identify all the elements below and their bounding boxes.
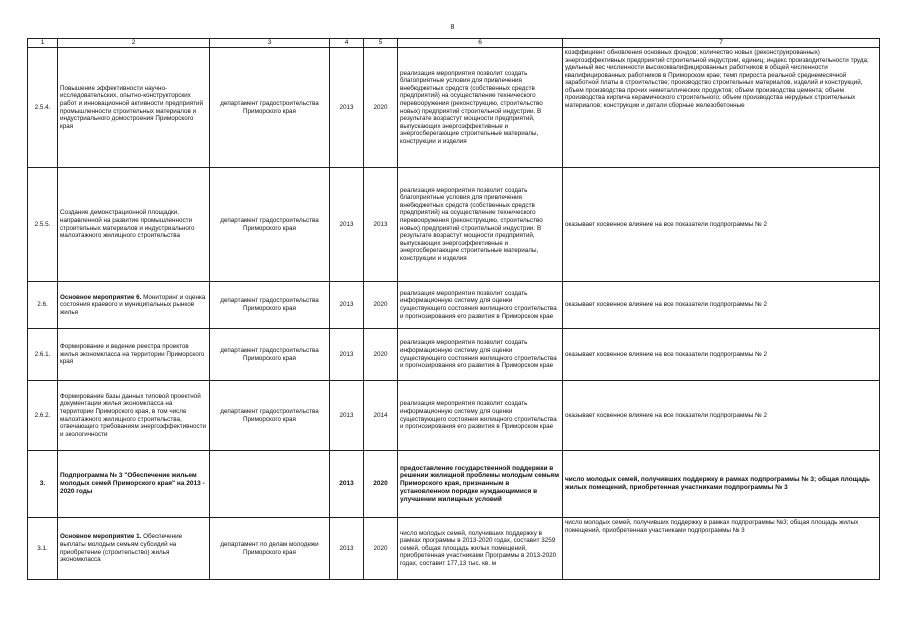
measure-name [58,168,210,282]
responsible-executor: департамент градостроительства Приморского края [210,48,330,168]
expected-result: реализация мероприятия позволит создать информационную систему для оценки существующего состояния жилищного строительства и прогнозирования его развития в Приморском крае [398,381,563,451]
responsible-executor: департамент градостроительства Приморского края [210,329,330,381]
row-number: 3. [28,451,58,518]
table-row [28,518,880,580]
measure-name [58,518,210,580]
measure-name [58,451,210,518]
end-year: 2013 [364,168,398,282]
measure-name-text: Мониторинг и оценка состояния краевого и муниципальных рынков жилья [60,293,206,316]
measure-name-text: Формирование и ведение реестра проектов жилья экономкласса на территории Приморского края [60,343,205,366]
related-indicators: оказывает косвенное влияние на все показатели подпрограммы № 2 [563,168,880,282]
measure-name-bold: Основное мероприятие 6. [60,293,142,301]
row-number: 3.1. [28,518,58,580]
table-row [28,168,880,282]
end-year: 2014 [364,381,398,451]
row-number: 2.5.5. [28,168,58,282]
table-row [28,282,880,329]
responsible-executor [210,451,330,518]
start-year: 2013 [330,518,364,580]
related-indicators: число молодых семей, получивших поддержку в рамках подпрограммы №3; общая площадь жилых помещений, приобретенная участниками подпрограммы № 3 [563,518,880,580]
related-indicators: коэффициент обновления основных фондов; количество новых (реконструированных) энергоэффективных предприятий строительной индустрии, единиц; индекс производительности труда; удельный вес численности высококвалифицированных работников в общей численности квалифицированных работников в Приморском крае; темп прироста реальной среднемесячной заработной платы в строительстве; производство строительных материалов, изделий и конструкций, объем производства прочих неметаллических продуктов; объем производства цемента; объем производства кирпича керамического строительного; объем производства нерудных строительных материалов; конструкции и детали сборные железобетонные [563,48,880,168]
related-indicators: оказывает косвенное влияние на все показатели подпрограммы № 2 [563,381,880,451]
table-row [28,48,880,168]
column-number: 7 [563,39,880,48]
measure-name-text: Повышение эффективности научно-исследовательских, опытно-конструкторских работ и инновационной активности предприятий промышленности строительных материалов и индустриального домостроения Приморского края [60,84,204,130]
related-indicators: число молодых семей, получивших поддержку в рамках подпрограммы № 3; общая площадь жилых помещений, приобретенная участниками подпрограммы № 3 [563,451,880,518]
measure-name [58,282,210,329]
row-number: 2.6.2. [28,381,58,451]
column-number: 4 [330,39,364,48]
column-number: 1 [28,39,58,48]
row-number: 2.6. [28,282,58,329]
measure-name-bold: Основное мероприятие 1. [60,533,142,541]
start-year: 2013 [330,381,364,451]
responsible-executor: департамент градостроительства Приморского края [210,381,330,451]
column-number: 3 [210,39,330,48]
expected-result: предоставление государственной поддержки в решении жилищной проблемы молодым семьям Приморского края, признанным в установленном порядке нуждающимися в улучшении жилищных условий [398,451,563,518]
end-year: 2020 [364,329,398,381]
expected-result: реализация мероприятия позволит создать информационную систему для оценки существующего состояния жилищного строительства и прогнозирования его развития в Приморском крае [398,282,563,329]
expected-result: число молодых семей, получивших поддержку в рамках программы в 2013-2020 годах, составит 3259 семей, общая площадь жилых помещений, приобретенная участниками Программы в 2013-2020 годах, составит 177,13 тыс. кв. м [398,518,563,580]
start-year: 2013 [330,282,364,329]
expected-result: реализация мероприятия позволит создать благоприятные условия для привлечения внебюджетных средств (собственных средств предприятий) на осуществление технического перевооружения (реконструкцию, строительство новых) предприятий строительной индустрии. В результате возрастут мощности предприятий, выпускающих энергоэффективные и энергосберегающие строительные материалы, конструкции и изделия [398,168,563,282]
end-year: 2020 [364,48,398,168]
column-number-row [28,39,880,48]
page-number: 8 [450,24,455,31]
responsible-executor: департамент градостроительства Приморского края [210,282,330,329]
start-year: 2013 [330,48,364,168]
end-year: 2020 [364,451,398,518]
start-year: 2013 [330,168,364,282]
measure-name-text: Формирование базы данных типовой проектной документации жилья экономкласса на территории Приморского края, в том числе малоэтажного жилищного строительства, отвечающего требованиям энергоэффективности и экологичности [60,392,207,438]
measure-name-text: Создание демонстрационной площадки, направленной на развитие промышленности строительных материалов и индустриального малоэтажного жилищного строительства [60,209,195,240]
table-row [28,329,880,381]
start-year: 2013 [330,329,364,381]
start-year: 2013 [330,451,364,518]
measure-name [58,381,210,451]
column-number: 5 [364,39,398,48]
expected-result: реализация мероприятия позволит создать благоприятные условия для привлечения внебюджетных средств (собственных средств предприятий) на осуществление технического перевооружения (реконструкцию, строительство новых) предприятий строительной индустрии. В результате возрастут мощности предприятий, выпускающих энергоэффективные и энергосберегающие строительные материалы, конструкции и изделия [398,48,563,168]
table-row [28,451,880,518]
measure-name-text: Обеспечение выплаты молодым семьям субсидий на приобретение (строительство) жилья экономкласса [60,533,183,564]
table-row [28,381,880,451]
responsible-executor: департамент градостроительства Приморского края [210,168,330,282]
measures-table [27,38,880,580]
measure-name-bold: Подпрограмма № 3 "Обеспечение жильем молодых семей Приморского края" на 2013 - 2020 годы [60,472,205,495]
measure-name [58,48,210,168]
row-number: 2.6.1. [28,329,58,381]
measure-name [58,329,210,381]
row-number: 2.5.4. [28,48,58,168]
related-indicators: оказывает косвенное влияние на все показатели подпрограммы № 2 [563,282,880,329]
expected-result: реализация мероприятия позволит создать информационную систему для оценки существующего состояния жилищного строительства и прогнозирования его развития в Приморском крае [398,329,563,381]
column-number: 2 [58,39,210,48]
responsible-executor: департамент по делам молодежи Приморского края [210,518,330,580]
related-indicators: оказывает косвенное влияние на все показатели подпрограммы № 2 [563,329,880,381]
end-year: 2020 [364,282,398,329]
column-number: 6 [398,39,563,48]
end-year: 2020 [364,518,398,580]
